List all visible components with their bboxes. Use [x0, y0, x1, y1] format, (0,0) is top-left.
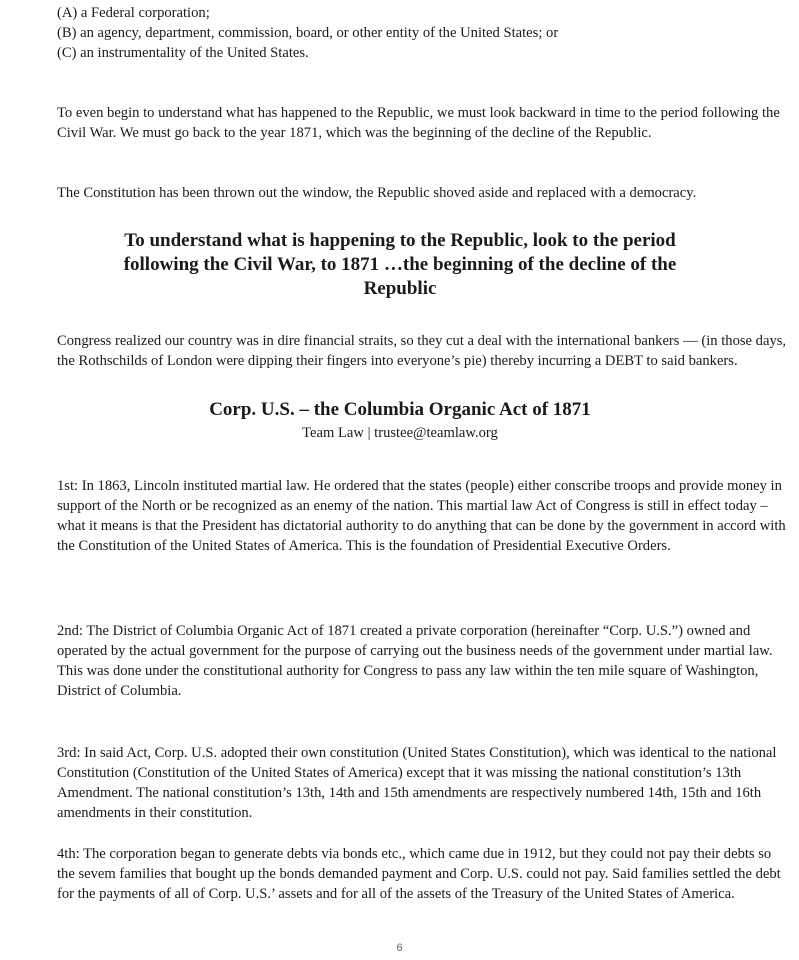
point-paragraph: 2nd: The District of Columbia Organic Act of 1871 created a private corporation (hereinafter “Corp. U.S.”) owned and operated by the actual government for the purpose of carrying out the business needs of the government under martial law. This was done under the constitutional authority for Congress to pass any law within the ten mile square of Washington, District of Columbia.: [57, 622, 773, 699]
intro-paragraph: The Constitution has been thrown out the window, the Republic shoved aside and replaced with a democracy.: [57, 184, 697, 201]
point-paragraph: 4th: The corporation began to generate debts via bonds etc., which came due in 1912, but they could not pay their debts so the sevem families that bought up the bonds demanded payment and Corp. U.S. could not pay. Said families settled the debt for the payments of all of Corp. U.S.’ assets and for all of the assets of the Treasury of the United States of America.: [57, 845, 781, 902]
definition-list: [57, 3, 787, 63]
congress-paragraph: Congress realized our country was in dire financial straits, so they cut a deal with the international bankers — (in those days, the Rothschilds of London were dipping their fingers into everyone’s pie) thereby incurring a DEBT to said bankers.: [57, 332, 787, 369]
byline: Team Law | trustee@teamlaw.org: [302, 425, 498, 441]
point-paragraph: 1st: In 1863, Lincoln instituted martial law. He ordered that the states (people) either conscribe troops and provide money in support of the North or be recognized as an enemy of the nation. This martial law Act of Congress is still in effect today – what it means is that the President has dictatorial authority to do anything that can be done by the government in accord with the Constitution of the United States of America. This is the foundation of Presidential Executive Orders.: [57, 477, 786, 554]
main-heading: To understand what is happening to the Republic, look to the period following the Civil War, to 1871 …the beginning of the decline of the Republic: [123, 230, 677, 299]
act-heading: Corp. U.S. – the Columbia Organic Act of 1871: [209, 399, 591, 420]
list-item: (C) an instrumentality of the United States.: [57, 45, 309, 61]
list-item: (B) an agency, department, commission, board, or other entity of the United States; or: [57, 25, 559, 41]
point-paragraph: 3rd: In said Act, Corp. U.S. adopted their own constitution (United States Constitution), which was identical to the national Constitution (Constitution of the United States of America) except that it was missing the national constitution’s 13th Amendment. The national constitution’s 13th, 14th and 15th amendments are respectively numbered 14th, 15th and 16th amendments in their constitution.: [57, 744, 777, 821]
list-item: (A) a Federal corporation;: [57, 5, 210, 21]
intro-paragraph: To even begin to understand what has happened to the Republic, we must look backward in time to the period following the Civil War. We must go back to the year 1871, which was the beginning of the decline of the Republic.: [57, 104, 780, 141]
page-number: 6: [396, 942, 403, 954]
